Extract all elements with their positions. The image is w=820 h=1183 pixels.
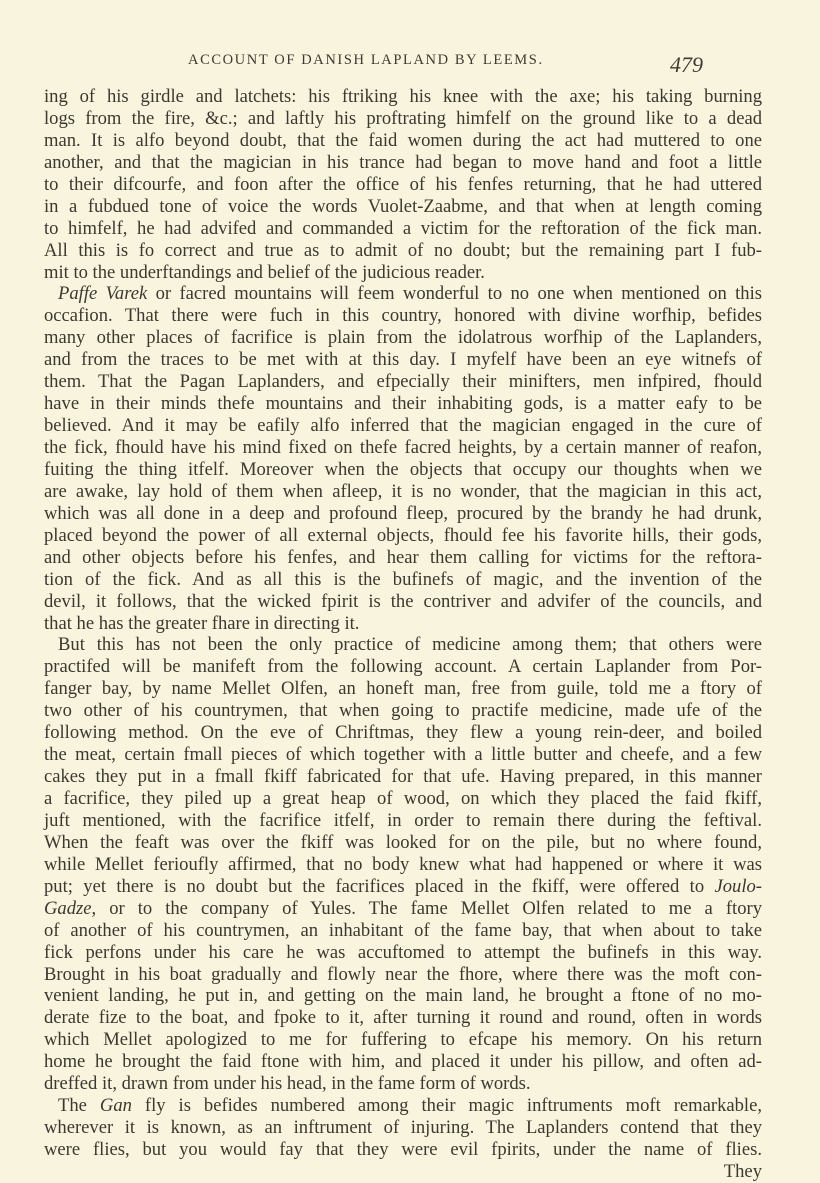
text-line: derate fize to the boat, and fpoke to it, after turning it round and round, often in words xyxy=(44,1007,762,1029)
text-line: mit to the underftandings and belief of the judicious reader. xyxy=(44,261,485,283)
text-line: The Gan fly is befides numbered among their magic inftruments moft remarkable, xyxy=(58,1095,762,1117)
text-line: cakes they put in a fmall fkiff fabricated for that ufe. Having prepared, in this manner xyxy=(44,766,762,788)
text-line: put; yet there is no doubt but the facrifices placed in the fkiff, were offered to Joulo- xyxy=(44,875,762,897)
text-line: All this is fo correct and true as to admit of no doubt; but the remaining part I fub- xyxy=(44,239,762,261)
text-line: the fick, fhould have his mind fixed on thefe facred heights, by a certain manner of reafon, xyxy=(44,437,762,458)
text-line: believed. And it may be eafily alfo inferred that the magician engaged in the cure of xyxy=(44,415,762,437)
text-line: a facrifice, they piled up a great heap of wood, on which they placed the faid fkiff, xyxy=(44,788,762,809)
text-line: Paffe Varek or facred mountains will feem wonderful to no one when mentioned on this xyxy=(58,283,762,305)
text-line: dreffed it, drawn from under his head, in the fame form of words. xyxy=(44,1073,531,1095)
text-line: fick perfons under his care he was accuftomed to attempt the bufinefs in this way. xyxy=(44,941,762,963)
catchword: They xyxy=(723,1160,762,1182)
text-line: have in their minds thefe mountains and their inhabiting gods, is a matter eafy to be xyxy=(44,393,762,415)
text-line: while Mellet ferioufly affirmed, that no body knew what had happened or where it was xyxy=(44,853,762,875)
text-line: in a fubdued tone of voice the words Vuolet-Zaabme, and that when at length coming xyxy=(44,195,762,217)
text-line: and other objects before his fenfes, and hear them calling for victims for the reftora- xyxy=(44,546,762,568)
text-line: Brought in his boat gradually and flowly near the fhore, where there was the moft con- xyxy=(44,963,762,985)
text-line: But this has not been the only practice of medicine among them; that others were xyxy=(58,634,762,656)
text-line: home he brought the faid ftone with him, and placed it under his pillow, and often ad- xyxy=(44,1051,762,1073)
text-line: logs from the fire, &c.; and laftly his proftrating himfelf on the ground like to a dead xyxy=(44,107,762,129)
text-line: When the feaft was over the fkiff was looked for on the pile, but no where found, xyxy=(44,831,762,853)
text-line: that he has the greater fhare in directing it. xyxy=(44,612,360,634)
text-line: Gadze, or to the company of Yules. The fame Mellet Olfen related to me a ftory xyxy=(44,897,762,919)
text-line: and from the traces to be met with at this day. I myfelf have been an eye witnefs of xyxy=(44,349,762,371)
text-line: of another of his countrymen, an inhabitant of the fame bay, that when about to take xyxy=(44,919,762,941)
text-line: placed beyond the power of all external objects, fhould fee his favorite hills, their gods, xyxy=(44,524,762,546)
text-line: man. It is alfo beyond doubt, that the faid women during the act had muttered to one xyxy=(44,129,762,151)
text-line: occafion. That there were fuch in this country, honored with divine worfhip, befides xyxy=(44,305,762,327)
text-line: wherever it is known, as an inftrument of injuring. The Laplanders contend that they xyxy=(44,1117,762,1139)
text-line: to himfelf, he had advifed and commanded a victim for the reftoration of the fick man. xyxy=(44,217,762,239)
text-line: practifed will be manifeft from the following account. A certain Laplander from Por- xyxy=(44,656,762,678)
text-line: which Mellet apologized to me for fuffering to efcape his memory. On his return xyxy=(44,1029,762,1051)
body-text xyxy=(44,86,762,1183)
text-line: are awake, lay hold of them when afleep, it is no wonder, that the magician in this act, xyxy=(44,480,762,502)
text-line: fanger bay, by name Mellet Olfen, an honeft man, free from guile, told me a ftory of xyxy=(44,678,762,700)
page-number: 479 xyxy=(670,52,703,77)
running-title: ACCOUNT OF DANISH LAPLAND BY LEEMS. xyxy=(188,52,544,68)
text-line: many other places of facrifice is plain from the idolatrous worfhip of the Laplanders, xyxy=(44,327,762,349)
text-line: following method. On the eve of Chriftmas, they flew a young rein-deer, and boiled xyxy=(44,722,762,744)
text-line: the meat, certain fmall pieces of which together with a little butter and cheefe, and a few xyxy=(44,744,762,766)
text-line: another, and that the magician in his trance had began to move hand and foot a little xyxy=(44,151,762,173)
text-line: juft mentioned, with the facrifice itfelf, in order to remain there during the feftival. xyxy=(44,809,762,831)
text-line: them. That the Pagan Laplanders, and efpecially their minifters, men infpired, fhould xyxy=(44,371,762,393)
text-line: venient landing, he put in, and getting on the main land, he brought a ftone of no mo- xyxy=(44,985,762,1007)
text-line: tion of the fick. And as all this is the bufinefs of magic, and the invention of the xyxy=(44,568,762,590)
text-line: which was all done in a deep and profound fleep, procured by the brandy he had drunk, xyxy=(44,502,762,524)
text-line: were flies, but you would fay that they were evil fpirits, under the name of flies. xyxy=(44,1139,762,1160)
text-line: devil, it follows, that the wicked fpirit is the contriver and advifer of the councils, and xyxy=(44,590,762,612)
text-line: fuiting the thing itfelf. Moreover when the objects that occupy our thoughts when we xyxy=(44,458,762,480)
text-line: two other of his countrymen, that when going to practife medicine, made ufe of the xyxy=(44,700,762,722)
text-line: to their difcourfe, and foon after the office of his fenfes returning, that he had uttered xyxy=(44,173,762,195)
text-line: ing of his girdle and latchets: his ftriking his knee with the axe; his taking burning xyxy=(44,86,762,107)
